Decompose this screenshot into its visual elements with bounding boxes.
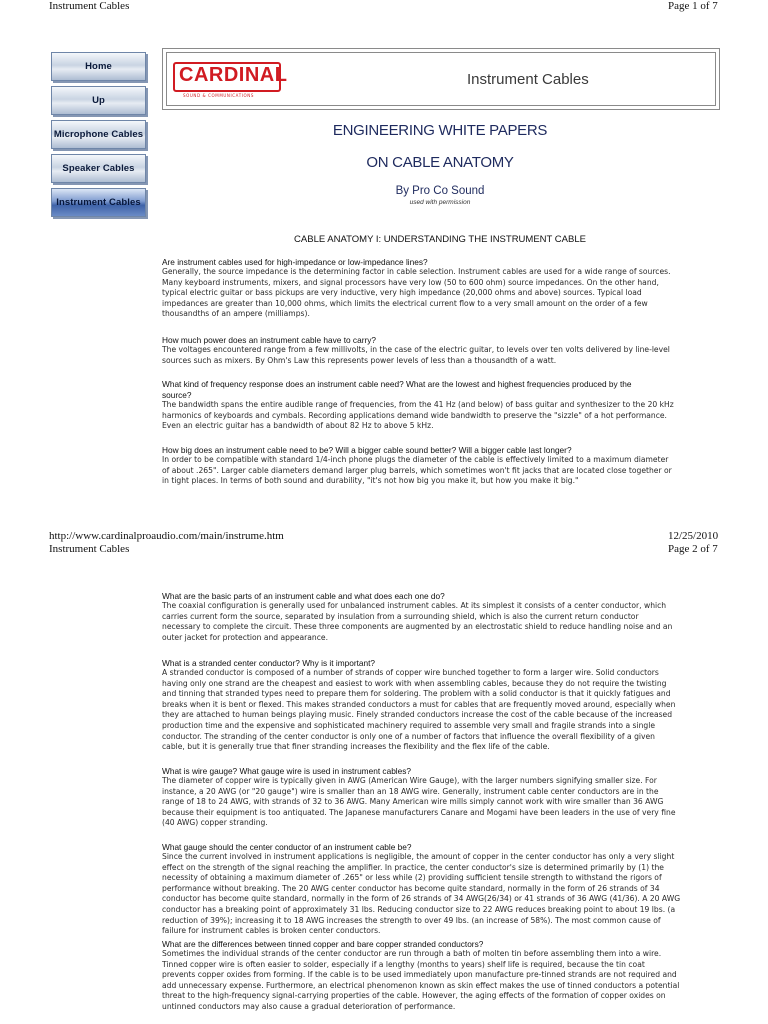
byline: By Pro Co Sound <box>395 185 485 197</box>
nav-button-label: Speaker Cables <box>62 163 135 174</box>
answer-line: cable, but it is generally true that finer stranding increases the flexibility and the flex life of the cable. <box>162 742 550 752</box>
answer-line: thousandths of an ampere (milliamps). <box>162 309 310 319</box>
answer-line: Even an electric guitar has a bandwidth of about 82 Hz to above 5 kHz. <box>162 421 434 431</box>
answer-line: A stranded conductor is composed of a number of strands of copper wire bunched together to form a larger wire. Solid conductors <box>162 668 659 677</box>
question-size: How big does an instrument cable need to be? Will a bigger cable sound better? Will a bigger cable last longer? <box>162 445 572 455</box>
question-basic-parts: What are the basic parts of an instrument cable and what does each one do? <box>162 591 445 601</box>
site-banner <box>162 48 720 110</box>
answer-basic-parts <box>162 601 718 643</box>
logo-subtext: SOUND & COMMUNICATIONS <box>183 93 255 98</box>
cable-anatomy-title: ON CABLE ANATOMY <box>366 154 514 171</box>
answer-line: untinned conductors may also cause a gradual deterioration of performance. <box>162 1001 456 1011</box>
answer-line: necessity of obtaining a maximum diameter of .265" or less while (2) providing sufficient tensile strength to withstand the rigors of <box>162 873 662 883</box>
logo-text: CARDINAL <box>179 64 288 86</box>
answer-line: performance without breaking. The 20 AWG center conductor has become quite standard, normally in the form of 26 strands of 34 <box>162 883 660 893</box>
answer-line: of about .265". Larger cable diameters demand larger plug barrels, which sometimes won't fit jacks that are located close together or <box>162 465 672 475</box>
answer-line: conductor has become quite standard, normally in the form of 26 strands of 34 AWG(26/34) or 41 strands of 36 AWG (41/36). A 20 AWG <box>162 894 681 904</box>
answer-line: in tight places. In terms of both sound and durability, "it's not how big you make it, but how you make it big." <box>162 476 579 486</box>
answer-line: necessary to complete the circuit. These three components are augmented by an electrostatic shield to reduce handling noise and an <box>162 622 673 632</box>
answer-line: impedances are greater than 10,000 ohms, which limits the electrical current flow to a very small amount on the order of a few <box>162 298 648 308</box>
nav-button-label: Instrument Cables <box>56 197 141 208</box>
page-date: 12/25/2010 <box>668 530 719 542</box>
question-wire-gauge: What is wire gauge? What gauge wire is used in instrument cables? <box>162 766 412 776</box>
answer-line: Since the current involved in instrument applications is negligible, the amount of copper in the center conductor has only a very slight <box>162 852 675 861</box>
answer-line: In order to be compatible with standard 1/4-inch phone plugs the diameter of the cable is effectively limited to a maximum diameter <box>162 455 669 464</box>
question-stranded: What is a stranded center conductor? Why is it important? <box>162 658 376 668</box>
nav-button-label: Home <box>85 61 112 72</box>
permission-note: used with permission <box>409 199 471 206</box>
question-impedance: Are instrument cables used for high-impedance or low-impedance lines? <box>162 257 428 267</box>
question-center-gauge: What gauge should the center conductor of an instrument cable be? <box>162 842 412 852</box>
question-line: source? <box>162 389 192 400</box>
question-power: How much power does an instrument cable have to carry? <box>162 335 376 345</box>
page-url[interactable]: http://www.cardinalproaudio.com/main/instrume.htm <box>49 530 284 542</box>
answer-line: harmonics of keyboards and cymbals. Recording applications demand wide bandwidth to preserve the "sizzle" of a hot performance. <box>162 410 667 420</box>
question-frequency <box>162 379 718 400</box>
answer-line: conductor has a breaking point of approximately 31 lbs. Reducing conductor size to 22 AWG reduces breaking point to about 19 lbs. (a <box>162 904 676 914</box>
answer-line: effect on the strength of the signal reaching the amplifier. In practice, the center conductor's size is determined primarily by (1) the <box>162 862 664 872</box>
answer-line: Many keyboard instruments, mixers, and signal processors have very low (50 to 600 ohm) source impedances. On the other hand, <box>162 277 659 287</box>
answer-wire-gauge <box>162 776 718 829</box>
answer-line: conductor. The stranding of the center conductor is only one of a number of factors that influence the overall flexibility of a given <box>162 731 655 741</box>
nav-button-microphone-cables[interactable] <box>51 120 146 149</box>
page2-header-right: Page 2 of 7 <box>668 543 718 555</box>
answer-size <box>162 455 718 487</box>
answer-frequency <box>162 400 718 432</box>
section-heading: CABLE ANATOMY I: UNDERSTANDING THE INSTRUMENT CABLE <box>294 234 586 245</box>
answer-line: reduction of 39%); increasing it to 18 AWG increases the strength to over 49 lbs. (an increase of 58%). The most common cause of <box>162 915 661 925</box>
answer-line: sources such as mixers. By Ohm's Law this represents power levels of less than a thousandth of a watt. <box>162 355 557 365</box>
answer-line: range of 18 to 24 AWG, with strands of 32 to 36 AWG. Many American wire mills simply cannot work with wire smaller than 36 AWG <box>162 797 664 807</box>
answer-line: threat to the high-frequency signal-carrying properties of the cable. However, the aging effects of the formation of copper oxides on <box>162 991 666 1001</box>
nav-button-up[interactable] <box>51 86 146 115</box>
nav-button-label: Up <box>92 95 105 106</box>
answer-line: carries current form the source, separated by insulation from a surrounding shield, which is also the current return conductor <box>162 611 639 621</box>
answer-line: The bandwidth spans the entire audible range of frequencies, from the 41 Hz (and below) of bass guitar and synthesizer to the 20 kHz <box>162 400 674 409</box>
answer-line: (40 AWG) copper stranding. <box>162 818 268 828</box>
answer-line: typical electric guitar or bass pickups are very inductive, very high impedance (20,000 ohms and above) sources. Typical load <box>162 288 642 298</box>
answer-line: Generally, the source impedance is the determining factor in cable selection. Instrument cables are used for a wide range of sources. <box>162 267 671 276</box>
white-papers-title: ENGINEERING WHITE PAPERS <box>332 122 548 139</box>
nav-button-label: Microphone Cables <box>53 129 144 140</box>
answer-line: they are attached to human beings playing music. Finely stranded conductors increase the cost of the cable because of the increased <box>162 710 673 720</box>
answer-line: The coaxial configuration is generally used for unbalanced instrument cables. At its simplest it consists of a center conductor, which <box>162 601 667 610</box>
answer-line: Tinned copper wire is often easier to solder, especially if a lengthy (months to years) shelf life is required, because the tin coat <box>162 959 645 969</box>
answer-line: The voltages encountered range from a few millivolts, in the case of the electric guitar, to levels over ten volts delivered by line-level <box>162 345 670 354</box>
answer-line: production time and the expensive and sophisticated machinery required to assemble very small and fragile strands into a single <box>162 720 656 730</box>
answer-line: instance, a 20 AWG (or "20 gauge") wire is smaller than an 18 AWG wire. Generally, instrument cable center conductors are in the <box>162 786 659 796</box>
banner-inner-frame <box>166 52 716 106</box>
nav-button-instrument-cables[interactable] <box>51 188 146 217</box>
answer-power <box>162 345 718 366</box>
nav-button-home[interactable] <box>51 52 146 81</box>
answer-line: because their equipment is too antiquated. The Japanese manufacturers Canare and Mogami have been leaders in the use of very fine <box>162 807 676 817</box>
banner-title: Instrument Cables <box>467 71 589 88</box>
answer-stranded <box>162 668 718 753</box>
answer-line: The diameter of copper wire is typically given in AWG (American Wire Gauge), with the larger numbers signifying smaller size. For <box>162 776 657 785</box>
question-tinned-copper: What are the differences between tinned copper and bare copper stranded conductors? <box>162 939 484 949</box>
answer-line: outer jacket for protection and appearance. <box>162 632 329 642</box>
answer-tinned-copper <box>162 949 718 1013</box>
answer-line: prevents copper oxides from forming. If the cable is to be used immediately upon manufacture pre-tinned strands are not required and <box>162 970 677 980</box>
answer-line: breaks when it is bent or flexed. This makes stranded conductors a must for cables that are frequently moved around, especially when <box>162 699 676 709</box>
answer-line: failure for instrument cables is broken center conductors. <box>162 926 381 936</box>
answer-line: having only one strand are the cheapest and easiest to work with when assembling cables, because they do not require the twisting <box>162 678 667 688</box>
question-line: What kind of frequency response does an instrument cable need? What are the lowest and highest frequencies produced by the <box>162 379 632 389</box>
cardinal-logo[interactable] <box>173 62 288 100</box>
answer-line: add unnecessary expense. Furthermore, an electrical phenomenon known as skin effect makes the use of tinned conductors a potential <box>162 980 680 990</box>
answer-impedance <box>162 267 718 320</box>
answer-line: and tinning that stranded types need to prepare them for soldering. The problem with a solid conductor is that it quickly fatigues and <box>162 689 671 699</box>
nav-button-speaker-cables[interactable] <box>51 154 146 183</box>
page-header-left: Instrument Cables <box>49 0 130 12</box>
answer-line: Sometimes the individual strands of the center conductor are run through a bath of molten tin before assembling them into a wire. <box>162 949 662 958</box>
page-header-right: Page 1 of 7 <box>668 0 718 12</box>
answer-center-gauge <box>162 852 718 937</box>
page2-header-left: Instrument Cables <box>49 543 130 555</box>
